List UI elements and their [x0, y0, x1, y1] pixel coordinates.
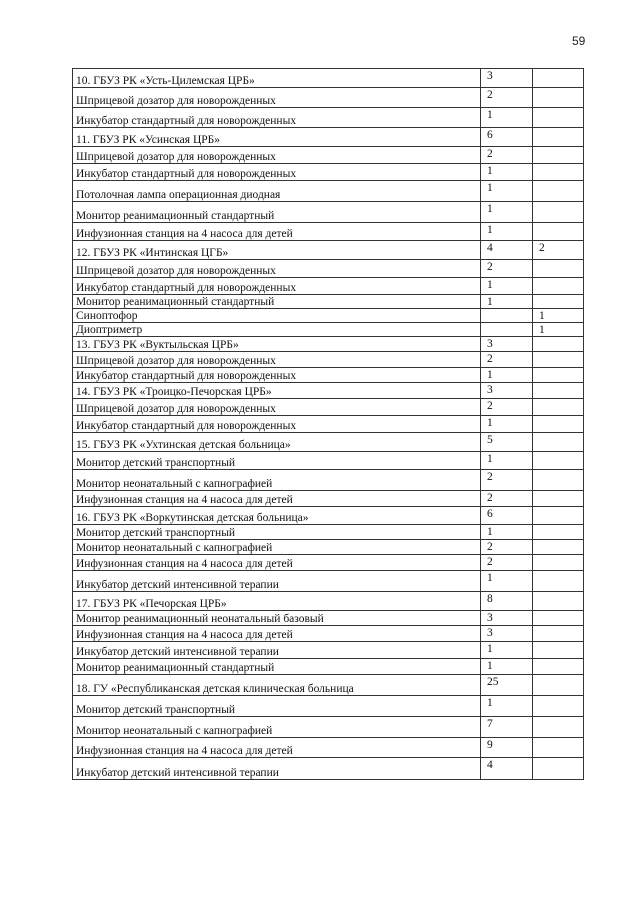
table-row: [73, 540, 584, 555]
equipment-name-cell: 14. ГБУЗ РК «Троицко-Печорская ЦРБ»: [73, 383, 481, 399]
equipment-name-cell: Инкубатор стандартный для новорожденных: [73, 368, 481, 383]
additional-quantity-cell: [533, 555, 584, 571]
equipment-name-cell: Инкубатор детский интенсивной терапии: [73, 571, 481, 592]
equipment-name-cell: Инфузионная станция на 4 насоса для детей: [73, 738, 481, 758]
table-row: [73, 491, 584, 507]
equipment-name-cell: Инкубатор детский интенсивной терапии: [73, 758, 481, 780]
quantity-cell: 1: [481, 223, 533, 241]
quantity-cell: 4: [481, 241, 533, 260]
table-row: [73, 675, 584, 696]
quantity-cell: 25: [481, 675, 533, 696]
table-row: [73, 309, 584, 323]
additional-quantity-cell: [533, 571, 584, 592]
quantity-cell: [481, 309, 533, 323]
table-row: [73, 108, 584, 128]
quantity-cell: 9: [481, 738, 533, 758]
quantity-cell: 3: [481, 626, 533, 642]
table-row: [73, 571, 584, 592]
equipment-name-cell: 10. ГБУЗ РК «Усть-Цилемская ЦРБ»: [73, 69, 481, 88]
additional-quantity-cell: 2: [533, 241, 584, 260]
quantity-cell: 1: [481, 202, 533, 223]
equipment-name-cell: 15. ГБУЗ РК «Ухтинская детская больница»: [73, 433, 481, 452]
quantity-cell: 6: [481, 507, 533, 525]
equipment-name-cell: Инкубатор стандартный для новорожденных: [73, 416, 481, 433]
quantity-cell: 1: [481, 452, 533, 470]
additional-quantity-cell: [533, 368, 584, 383]
quantity-cell: 3: [481, 69, 533, 88]
quantity-cell: 2: [481, 260, 533, 278]
equipment-name-cell: Монитор неонатальный с капнографией: [73, 717, 481, 738]
additional-quantity-cell: [533, 470, 584, 491]
equipment-name-cell: 11. ГБУЗ РК «Усинская ЦРБ»: [73, 128, 481, 147]
quantity-cell: 4: [481, 758, 533, 780]
additional-quantity-cell: [533, 128, 584, 147]
additional-quantity-cell: [533, 659, 584, 675]
table-row: [73, 295, 584, 309]
equipment-name-cell: Монитор реанимационный стандартный: [73, 295, 481, 309]
table-row: [73, 717, 584, 738]
equipment-name-cell: Синоптофор: [73, 309, 481, 323]
quantity-cell: 1: [481, 295, 533, 309]
table-row: [73, 592, 584, 611]
table-row: [73, 223, 584, 241]
quantity-cell: 2: [481, 540, 533, 555]
additional-quantity-cell: [533, 383, 584, 399]
table-row: [73, 452, 584, 470]
quantity-cell: 1: [481, 659, 533, 675]
additional-quantity-cell: [533, 611, 584, 626]
table-row: [73, 525, 584, 540]
equipment-name-cell: Потолочная лампа операционная диодная: [73, 181, 481, 202]
quantity-cell: 5: [481, 433, 533, 452]
additional-quantity-cell: [533, 717, 584, 738]
table-row: [73, 337, 584, 352]
table-row: [73, 383, 584, 399]
additional-quantity-cell: [533, 433, 584, 452]
table-row: [73, 738, 584, 758]
table-row: [73, 147, 584, 164]
equipment-name-cell: Диоптриметр: [73, 323, 481, 337]
equipment-name-cell: Монитор реанимационный неонатальный базовый: [73, 611, 481, 626]
additional-quantity-cell: [533, 540, 584, 555]
table-row: [73, 202, 584, 223]
quantity-cell: 1: [481, 108, 533, 128]
equipment-name-cell: Монитор неонатальный с капнографией: [73, 470, 481, 491]
equipment-name-cell: Монитор детский транспортный: [73, 452, 481, 470]
equipment-name-cell: 13. ГБУЗ РК «Вуктыльская ЦРБ»: [73, 337, 481, 352]
additional-quantity-cell: [533, 88, 584, 108]
quantity-cell: 2: [481, 470, 533, 491]
table-row: [73, 399, 584, 416]
additional-quantity-cell: [533, 507, 584, 525]
additional-quantity-cell: [533, 525, 584, 540]
additional-quantity-cell: [533, 758, 584, 780]
additional-quantity-cell: 1: [533, 309, 584, 323]
additional-quantity-cell: [533, 69, 584, 88]
additional-quantity-cell: [533, 202, 584, 223]
equipment-name-cell: Шприцевой дозатор для новорожденных: [73, 399, 481, 416]
page-number: 59: [572, 34, 586, 48]
additional-quantity-cell: [533, 223, 584, 241]
table-row: [73, 260, 584, 278]
quantity-cell: 2: [481, 147, 533, 164]
equipment-name-cell: Монитор детский транспортный: [73, 525, 481, 540]
quantity-cell: 2: [481, 399, 533, 416]
additional-quantity-cell: [533, 626, 584, 642]
equipment-name-cell: Шприцевой дозатор для новорожденных: [73, 88, 481, 108]
additional-quantity-cell: [533, 295, 584, 309]
additional-quantity-cell: [533, 147, 584, 164]
additional-quantity-cell: [533, 181, 584, 202]
equipment-name-cell: 17. ГБУЗ РК «Печорская ЦРБ»: [73, 592, 481, 611]
table-row: [73, 181, 584, 202]
table-row: [73, 470, 584, 491]
equipment-name-cell: Монитор реанимационный стандартный: [73, 202, 481, 223]
quantity-cell: [481, 323, 533, 337]
table-row: [73, 659, 584, 675]
table-row: [73, 611, 584, 626]
table-row: [73, 164, 584, 181]
equipment-name-cell: Инкубатор детский интенсивной терапии: [73, 642, 481, 659]
quantity-cell: 1: [481, 368, 533, 383]
quantity-cell: 1: [481, 164, 533, 181]
additional-quantity-cell: [533, 416, 584, 433]
additional-quantity-cell: [533, 164, 584, 181]
additional-quantity-cell: [533, 642, 584, 659]
equipment-name-cell: Монитор неонатальный с капнографией: [73, 540, 481, 555]
quantity-cell: 1: [481, 525, 533, 540]
table-row: [73, 241, 584, 260]
equipment-name-cell: 12. ГБУЗ РК «Интинская ЦГБ»: [73, 241, 481, 260]
quantity-cell: 3: [481, 611, 533, 626]
additional-quantity-cell: [533, 278, 584, 295]
equipment-name-cell: 16. ГБУЗ РК «Воркутинская детская больница»: [73, 507, 481, 525]
table-row: [73, 69, 584, 88]
quantity-cell: 2: [481, 88, 533, 108]
equipment-name-cell: Монитор детский транспортный: [73, 696, 481, 717]
equipment-name-cell: Инфузионная станция на 4 насоса для детей: [73, 491, 481, 507]
quantity-cell: 1: [481, 696, 533, 717]
table-row: [73, 323, 584, 337]
additional-quantity-cell: [533, 675, 584, 696]
additional-quantity-cell: [533, 592, 584, 611]
equipment-name-cell: Шприцевой дозатор для новорожденных: [73, 352, 481, 368]
additional-quantity-cell: [533, 696, 584, 717]
table-row: [73, 696, 584, 717]
additional-quantity-cell: [533, 738, 584, 758]
table-row: [73, 368, 584, 383]
table-row: [73, 416, 584, 433]
additional-quantity-cell: [533, 260, 584, 278]
equipment-name-cell: Инкубатор стандартный для новорожденных: [73, 108, 481, 128]
quantity-cell: 2: [481, 352, 533, 368]
additional-quantity-cell: 1: [533, 323, 584, 337]
additional-quantity-cell: [533, 108, 584, 128]
equipment-name-cell: Инфузионная станция на 4 насоса для детей: [73, 555, 481, 571]
equipment-name-cell: Инфузионная станция на 4 насоса для детей: [73, 223, 481, 241]
additional-quantity-cell: [533, 452, 584, 470]
equipment-name-cell: Шприцевой дозатор для новорожденных: [73, 260, 481, 278]
table-row: [73, 88, 584, 108]
table-row: [73, 128, 584, 147]
table-row: [73, 758, 584, 780]
quantity-cell: 6: [481, 128, 533, 147]
quantity-cell: 2: [481, 555, 533, 571]
quantity-cell: 7: [481, 717, 533, 738]
quantity-cell: 1: [481, 642, 533, 659]
additional-quantity-cell: [533, 491, 584, 507]
table-row: [73, 352, 584, 368]
equipment-table: [72, 68, 584, 780]
equipment-name-cell: 18. ГУ «Республиканская детская клиническая больница: [73, 675, 481, 696]
quantity-cell: 1: [481, 181, 533, 202]
quantity-cell: 8: [481, 592, 533, 611]
equipment-name-cell: Инкубатор стандартный для новорожденных: [73, 164, 481, 181]
table-row: [73, 555, 584, 571]
table-row: [73, 626, 584, 642]
table-row: [73, 278, 584, 295]
equipment-table-body: [73, 69, 584, 780]
equipment-name-cell: Инфузионная станция на 4 насоса для детей: [73, 626, 481, 642]
quantity-cell: 3: [481, 383, 533, 399]
equipment-name-cell: Инкубатор стандартный для новорожденных: [73, 278, 481, 295]
quantity-cell: 1: [481, 278, 533, 295]
equipment-name-cell: Шприцевой дозатор для новорожденных: [73, 147, 481, 164]
table-row: [73, 642, 584, 659]
additional-quantity-cell: [533, 337, 584, 352]
quantity-cell: 3: [481, 337, 533, 352]
table-row: [73, 507, 584, 525]
equipment-name-cell: Монитор реанимационный стандартный: [73, 659, 481, 675]
additional-quantity-cell: [533, 399, 584, 416]
quantity-cell: 2: [481, 491, 533, 507]
table-row: [73, 433, 584, 452]
quantity-cell: 1: [481, 416, 533, 433]
additional-quantity-cell: [533, 352, 584, 368]
quantity-cell: 1: [481, 571, 533, 592]
